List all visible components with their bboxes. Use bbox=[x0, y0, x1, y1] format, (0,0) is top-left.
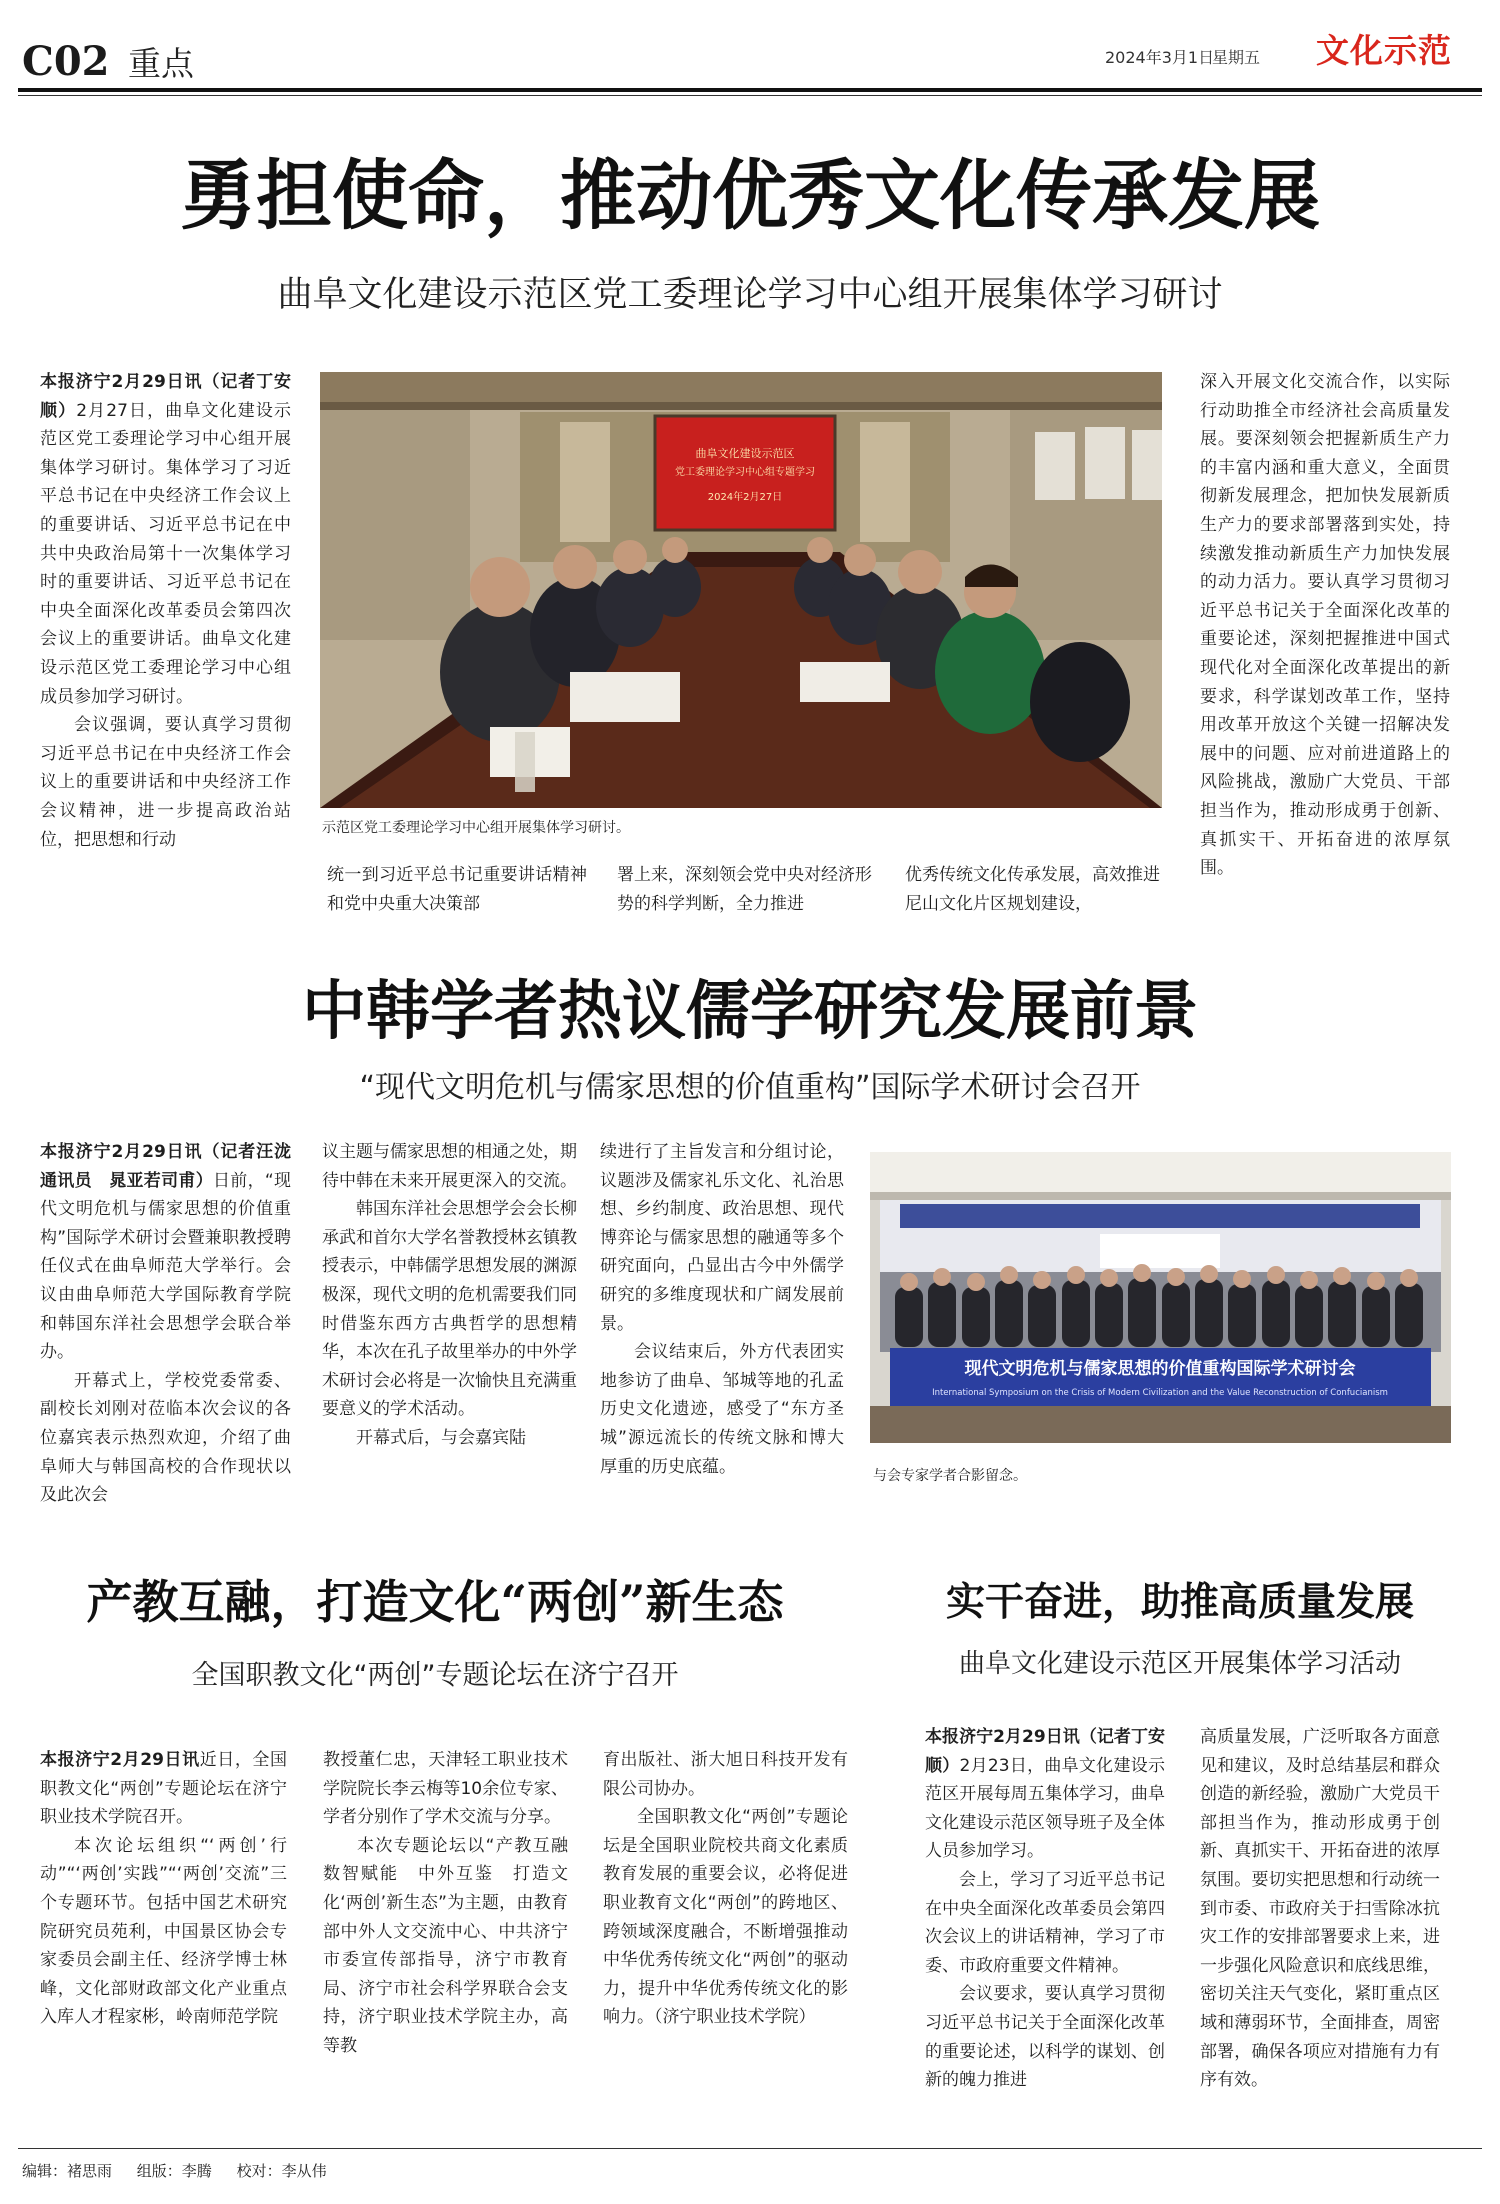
article4-column-2 bbox=[1200, 1723, 1440, 2113]
article3-paragraph: 育出版社、浙大旭日科技开发有限公司协办。 bbox=[603, 1750, 848, 1799]
article4-paragraph: 高质量发展，广泛听取各方面意见和建议，及时总结基层和群众创造的新经验，激励广大党员干部担当作为，推动形成勇于创新、真抓实干、开拓奋进的浓厚氛围。要切实把思想和行动统一到市委、市政府关于扫雪除冰抗灾工作的安排部署要求上来，进一步强化风险意识和底线思维，密切关注天气变化，紧盯重点区域和薄弱环节，全面排查，周密部署，确保各项应对措施有力有序有效。 bbox=[1200, 1727, 1440, 2091]
article4-column-1 bbox=[925, 1723, 1165, 2113]
issue-weekday: 星期五 bbox=[1212, 48, 1261, 67]
article1-paragraph: 会议强调，要认真学习贯彻习近平总书记在中央经济工作会议上的重要讲话和中央经济工作会议精神，进一步提高政治站位，把思想和行动 bbox=[40, 715, 291, 850]
issue-date: 2024年3月1日 bbox=[1105, 48, 1215, 67]
article4-paragraph: 会上，学习了习近平总书记在中央全面深化改革委员会第四次会议上的讲话精神，学习了市委、市政府重要文件精神。 bbox=[925, 1869, 1165, 1976]
article1-photo bbox=[320, 372, 1162, 808]
article1-paragraph: 优秀传统文化传承发展，高效推进尼山文化片区规划建设， bbox=[905, 865, 1160, 914]
screen-line-1: 曲阜文化建设示范区 bbox=[695, 447, 795, 460]
screen-line-2: 党工委理论学习中心组专题学习 bbox=[675, 467, 815, 478]
article2-column-3 bbox=[600, 1138, 844, 1493]
meeting-room-photo bbox=[320, 372, 1162, 808]
article1-column-1 bbox=[40, 368, 291, 918]
article1-headline: 勇担使命，推动优秀文化传承发展 bbox=[180, 151, 1320, 240]
page-number: C02 bbox=[22, 38, 110, 85]
footer-credits bbox=[22, 2160, 347, 2182]
article2-paragraph: 开幕式后，与会嘉宾陆 bbox=[356, 1427, 526, 1448]
article2-paragraph: 会议结束后，外方代表团实地参访了曲阜、邹城等地的孔孟历史文化遗迹，感受了“东方圣城”源远流长的传统文脉和博大厚重的历史底蕴。 bbox=[600, 1342, 844, 1477]
article2-paragraph: 日前，“现代文明危机与儒家思想的价值重构”国际学术研讨会暨兼职教授聘任仪式在曲阜师范大学举行。会议由曲阜师范大学国际教育学院和韩国东洋社会思想学会联合举办。 bbox=[40, 1170, 292, 1363]
article3-subheadline: 全国职教文化“两创”专题论坛在济宁召开 bbox=[191, 1660, 679, 1691]
article2-photo-caption: 与会专家学者合影留念。 bbox=[873, 1468, 1027, 1484]
article3-paragraph: 本次专题论坛以“产教互融 数智赋能 中外互鉴 打造文化‘两创’新生态”为主题，由教育部中外人文交流中心、中共济宁市委宣传部指导，济宁市教育局、济宁市社会科学界联合会支持，济宁职业技术学院主办，高等教 bbox=[323, 1835, 585, 2056]
banner-title: 现代文明危机与儒家思想的价值重构国际学术研讨会 bbox=[964, 1359, 1356, 1379]
banner-english: International Symposium on the Crisis of Modern Civilization and the Value Reconstruction of Confucianism bbox=[932, 1388, 1388, 1398]
article2-dateline: 本报济宁2月29日讯（记者汪泷 通讯员 晁亚若司甫） bbox=[40, 1142, 308, 1191]
screen-line-3: 2024年2月27日 bbox=[707, 492, 783, 503]
article2-column-2 bbox=[322, 1138, 577, 1493]
article3-dateline: 本报济宁2月29日讯 bbox=[40, 1750, 200, 1770]
article1-photo-caption: 示范区党工委理论学习中心组开展集体学习研讨。 bbox=[322, 820, 630, 836]
article1-column-5 bbox=[1200, 368, 1450, 918]
article1-paragraph: 署上来，深刻领会党中央对经济形势的科学判断，全力推进 bbox=[617, 865, 872, 914]
article4-paragraph: 会议要求，要认真学习贯彻习近平总书记关于全面深化改革的重要论述，以科学的谋划、创新的魄力推进 bbox=[925, 1984, 1165, 2091]
article2-paragraph: 议主题与儒家思想的相通之处，期待中韩在未来开展更深入的交流。 bbox=[322, 1142, 577, 1191]
article3-paragraph: 本次论坛组织“‘两创’行动”“‘两创’实践”“‘两创’交流”三个专题环节。包括中国艺术研究院研究员苑利，中国景区协会专家委员会副主任、经济学博士林峰，文化部财政部文化产业重点入库人才程家彬，岭南师范学院 bbox=[40, 1835, 287, 2028]
brand-logo: 文化示范 bbox=[1316, 31, 1452, 70]
article3-headline: 产教互融，打造文化“两创”新生态 bbox=[86, 1575, 784, 1629]
masthead-rule bbox=[18, 88, 1482, 92]
article1-paragraph: 统一到习近平总书记重要讲话精神和党中央重大决策部 bbox=[327, 865, 587, 914]
masthead-rule-thin bbox=[18, 95, 1482, 96]
article3-paragraph: 全国职教文化“两创”专题论坛是全国职业院校共商文化素质教育发展的重要会议，必将促进职业教育文化“两创”的跨地区、跨领域深度融合，不断增强推动中华优秀传统文化“两创”的驱动力，提升中华优秀传统文化的影响力。（济宁职业技术学院） bbox=[603, 1807, 848, 2028]
section-name: 重点 bbox=[128, 44, 194, 83]
article1-column-4 bbox=[905, 861, 1160, 921]
article3-column-2 bbox=[323, 1746, 585, 2091]
footer-layout: 组版：李腾 bbox=[136, 2162, 212, 2180]
article3-paragraph: 教授董仁忠，天津轻工职业技术学院院长李云梅等10余位专家、学者分别作了学术交流与分享。 bbox=[323, 1750, 568, 1828]
article2-paragraph: 续进行了主旨发言和分组讨论，议题涉及儒家礼乐文化、礼治思想、乡约制度、政治思想、现代博弈论与儒家思想的融通等多个研究面向，凸显出古今中外儒学研究的多维度现状和广阔发展前景。 bbox=[600, 1142, 844, 1334]
article4-subheadline: 曲阜文化建设示范区开展集体学习活动 bbox=[958, 1649, 1401, 1679]
article1-subheadline: 曲阜文化建设示范区党工委理论学习中心组开展集体学习研讨 bbox=[277, 275, 1223, 315]
article2-paragraph: 开幕式上，学校党委常委、副校长刘刚对莅临本次会议的各位嘉宾表示热烈欢迎，介绍了曲阜师大与韩国高校的合作现状以及此次会 bbox=[40, 1370, 291, 1506]
footer-proof: 校对：李从伟 bbox=[236, 2162, 327, 2180]
group-photo bbox=[870, 1152, 1451, 1443]
article1-column-3 bbox=[617, 861, 872, 921]
article1-paragraph: 2月27日，曲阜文化建设示范区党工委理论学习中心组开展集体学习研讨。集体学习了习近平总书记在中央经济工作会议上的重要讲话、习近平总书记在中共中央政治局第十一次集体学习时的重要讲话、习近平总书记在中央全面深化改革委员会第四次会议上的重要讲话。曲阜文化建设示范区党工委理论学习中心组成员参加学习研讨。 bbox=[40, 400, 292, 707]
footer-editor: 编辑：褚思雨 bbox=[22, 2162, 113, 2180]
article2-column-1 bbox=[40, 1138, 308, 1506]
article4-dateline: 本报济宁2月29日讯（记者丁安顺） bbox=[925, 1727, 1165, 1776]
article1-column-2 bbox=[327, 861, 587, 921]
article1-dateline: 本报济宁2月29日讯（记者丁安顺） bbox=[40, 372, 291, 421]
article2-paragraph: 韩国东洋社会思想学会会长柳承武和首尔大学名誉教授林玄镇教授表示，中韩儒学思想发展的渊源极深，现代文明的危机需要我们同时借鉴东西方古典哲学的思想精华，本次在孔子故里举办的中外学术研讨会必将是一次愉快且充满重要意义的学术活动。 bbox=[322, 1199, 577, 1420]
article3-column-1 bbox=[40, 1746, 287, 2091]
footer-rule bbox=[18, 2148, 1482, 2149]
article2-photo bbox=[870, 1152, 1451, 1443]
article3-paragraph: 近日，全国职教文化“两创”专题论坛在济宁职业技术学院召开。 bbox=[40, 1750, 287, 1828]
article1-paragraph: 深入开展文化交流合作，以实际行动助推全市经济社会高质量发展。要深刻领会把握新质生产力的丰富内涵和重大意义，全面贯彻新发展理念，把加快发展新质生产力的要求部署落到实处，持续激发推动新质生产力加快发展的动力活力。要认真学习贯彻习近平总书记关于全面深化改革的重要论述，深刻把握推进中国式现代化对全面深化改革提出的新要求，科学谋划改革工作，坚持用改革开放这个关键一招解决发展中的问题、应对前进道路上的风险挑战，激励广大党员、干部担当作为，推动形成勇于创新、真抓实干、开拓奋进的浓厚氛围。 bbox=[1200, 372, 1450, 879]
article2-subheadline: “现代文明危机与儒家思想的价值重构”国际学术研讨会召开 bbox=[359, 1070, 1141, 1105]
article3-column-3 bbox=[603, 1746, 848, 2091]
article4-paragraph: 2月23日，曲阜文化建设示范区开展每周五集体学习，曲阜文化建设示范区领导班子及全体人员参加学习。 bbox=[925, 1755, 1165, 1862]
article2-headline: 中韩学者热议儒学研究发展前景 bbox=[302, 974, 1198, 1049]
article4-headline: 实干奋进，助推高质量发展 bbox=[945, 1579, 1414, 1625]
